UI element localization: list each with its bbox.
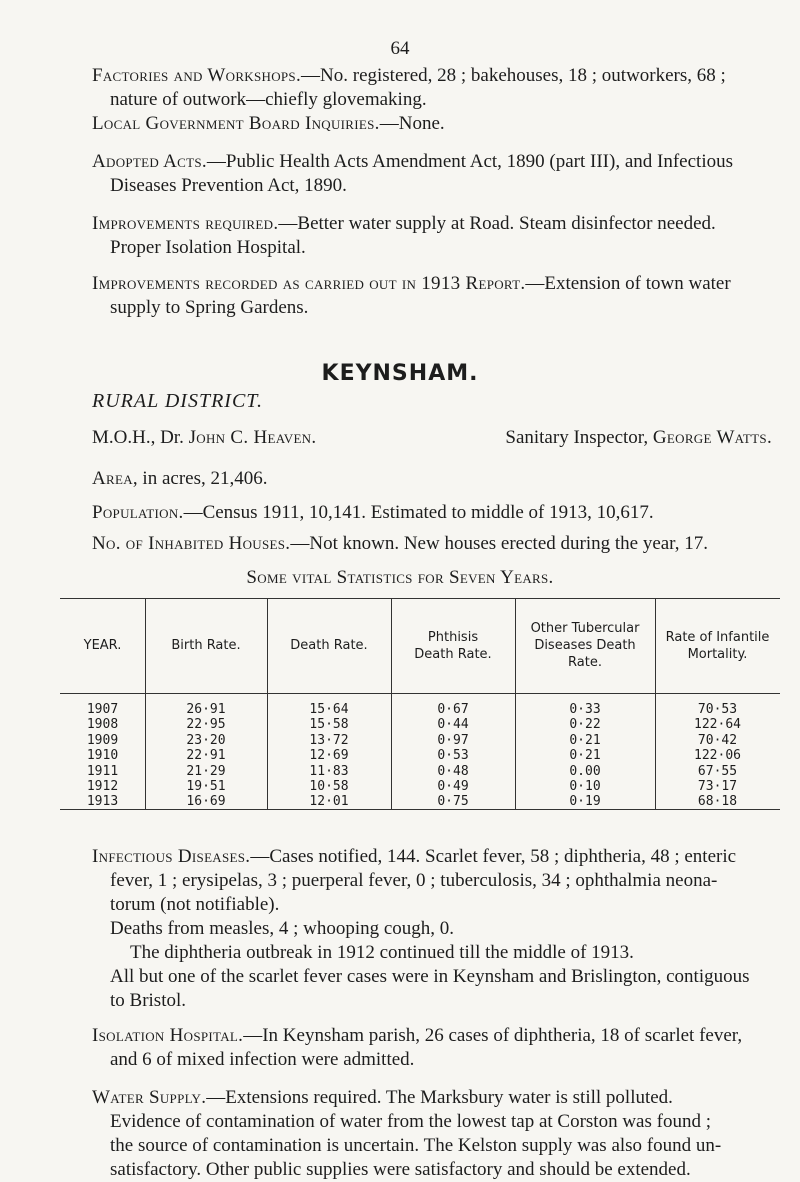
table-cell: 11·83 — [309, 763, 349, 779]
isolation-text: —In Keynsham parish, 26 cases of diphtheria, 18 of scarlet fever, — [243, 1025, 743, 1046]
infectious-cont: fever, 1 ; erysipelas, 3 ; puerperal fever, 0 ; tuberculosis, 34 ; ophthalmia neona- — [110, 870, 718, 891]
table-cell: 73·17 — [697, 778, 738, 794]
table-cell: 0.00 — [569, 763, 601, 779]
table-cell: 1913 — [86, 794, 119, 810]
table-cell: 0·22 — [569, 717, 601, 733]
houses-label: No. of Inhabited Houses. — [92, 533, 291, 554]
district-subheading: RURAL DISTRICT. — [92, 390, 263, 412]
factories-paragraph — [92, 64, 772, 112]
improvements-recorded-paragraph — [92, 272, 772, 320]
table-cell: 15·58 — [309, 717, 349, 733]
column-phthisis — [391, 702, 515, 810]
population-line — [92, 502, 654, 524]
infectious-deaths: Deaths from measles, 4 ; whooping cough, 0. — [110, 918, 455, 939]
improvements-required-paragraph — [92, 212, 772, 260]
table-cell: 22·95 — [186, 717, 226, 733]
header-infantile-mortality: Rate of Infantile Mortality. — [665, 629, 770, 662]
vital-statistics-table — [60, 598, 780, 808]
infectious-paragraph — [92, 845, 772, 1013]
table-cell: 68·18 — [697, 794, 738, 810]
table-cell: 0·19 — [569, 794, 601, 810]
column-other-tubercular — [515, 702, 655, 810]
lgb-paragraph — [92, 112, 772, 136]
adopted-acts-label: Adopted Acts. — [92, 151, 207, 172]
area-line — [92, 468, 267, 490]
improvements-recorded-cont: supply to Spring Gardens. — [110, 297, 309, 318]
factories-cont: nature of outwork—chiefly glovemaking. — [110, 89, 427, 110]
houses-line — [92, 533, 708, 555]
inspector-name: George Watts. — [652, 427, 772, 448]
table-cell: 0·21 — [569, 748, 601, 764]
district-heading: KEYNSHAM. — [321, 361, 479, 386]
table-cell: 0·33 — [569, 702, 601, 717]
isolation-paragraph — [92, 1024, 772, 1072]
table-cell: 1908 — [86, 717, 119, 733]
water-supply-label: Water Supply. — [92, 1087, 207, 1108]
improvements-required-text: —Better water supply at Road. Steam disinfector needed. — [278, 213, 716, 234]
table-cell: 0·21 — [569, 732, 601, 748]
table-cell: 1910 — [86, 748, 119, 764]
population-text: —Census 1911, 10,141. Estimated to middle of 1913, 10,617. — [183, 502, 654, 523]
infectious-outbreak: The diphtheria outbreak in 1912 continued till the middle of 1913. — [130, 942, 634, 963]
table-cell: 12·01 — [309, 794, 349, 810]
lgb-label: Local Government Board Inquiries. — [92, 113, 380, 134]
improvements-recorded-label: Improvements recorded as carried out in 1913 Report. — [92, 273, 526, 294]
table-header-rule — [60, 693, 780, 694]
water-supply-cont: satisfactory. Other public supplies were satisfactory and should be extended. — [110, 1159, 691, 1180]
table-cell: 0·48 — [437, 763, 469, 779]
header-phthisis: Phthisis Death Rate. — [414, 629, 492, 662]
table-cell: 70·42 — [697, 732, 738, 748]
infectious-label: Infectious Diseases. — [92, 846, 251, 867]
adopted-acts-text: —Public Health Acts Amendment Act, 1890 (part III), and Infectious — [206, 151, 733, 172]
table-cell: 67·55 — [697, 763, 738, 779]
moh-line — [92, 427, 316, 449]
water-supply-text: —Extensions required. The Marksbury water is still polluted. — [206, 1087, 673, 1108]
table-cell: 0·44 — [437, 717, 469, 733]
table-cell: 0·10 — [569, 778, 601, 794]
lgb-text: —None. — [379, 113, 445, 134]
moh-name: John C. Heaven. — [188, 427, 317, 448]
table-cell: 21·29 — [186, 763, 226, 779]
table-cell: 22·91 — [186, 748, 226, 764]
header-year: YEAR. — [83, 638, 122, 653]
column-year — [60, 702, 145, 810]
table-title: Some vital Statistics for Seven Years. — [246, 567, 554, 588]
table-cell: 70·53 — [697, 702, 738, 717]
header-death-rate: Death Rate. — [290, 638, 368, 653]
table-cell: 23·20 — [186, 732, 226, 748]
area-text: , in acres, 21,406. — [132, 468, 268, 489]
adopted-acts-cont: Diseases Prevention Act, 1890. — [110, 175, 347, 196]
column-birth-rate — [145, 702, 267, 810]
table-cell: 1912 — [86, 778, 119, 794]
water-supply-cont: the source of contamination is uncertain. The Kelston supply was also found un- — [110, 1135, 722, 1156]
houses-text: —Not known. New houses erected during the year, 17. — [290, 533, 709, 554]
table-cell: 1909 — [86, 732, 119, 748]
factories-text: —No. registered, 28 ; bakehouses, 18 ; outworkers, 68 ; — [301, 65, 726, 86]
improvements-recorded-text: —Extension of town water — [525, 273, 731, 294]
table-cell: 0·53 — [437, 748, 469, 764]
table-cell: 0·97 — [437, 732, 469, 748]
moh-label: M.O.H., Dr. — [92, 427, 189, 448]
header-other-tubercular: Other Tubercular Diseases Death Rate. — [530, 621, 640, 670]
table-cell: 0·75 — [437, 794, 469, 810]
page-number: 64 — [390, 38, 410, 59]
isolation-cont: and 6 of mixed infection were admitted. — [110, 1049, 415, 1070]
column-death-rate — [267, 702, 391, 810]
table-cell: 122·06 — [694, 748, 741, 764]
area-label: Area — [92, 468, 133, 489]
improvements-required-label: Improvements required. — [92, 213, 279, 234]
water-supply-cont: Evidence of contamination of water from the lowest tap at Corston was found ; — [110, 1111, 711, 1132]
infectious-outbreak: to Bristol. — [110, 990, 187, 1011]
improvements-required-cont: Proper Isolation Hospital. — [110, 237, 306, 258]
population-label: Population. — [92, 502, 184, 523]
table-cell: 19·51 — [186, 778, 226, 794]
infectious-outbreak: All but one of the scarlet fever cases were in Keynsham and Brislington, contiguous — [110, 966, 750, 987]
inspector-label: Sanitary Inspector, — [505, 427, 653, 448]
table-cell: 0·67 — [437, 702, 469, 717]
water-supply-paragraph — [92, 1086, 772, 1182]
table-cell: 1911 — [86, 763, 119, 779]
factories-label: Factories and Workshops. — [92, 65, 302, 86]
table-cell: 16·69 — [186, 794, 226, 810]
table-cell: 0·49 — [437, 778, 469, 794]
table-cell: 15·64 — [309, 702, 349, 717]
adopted-acts-paragraph — [92, 150, 772, 198]
table-cell: 12·69 — [309, 748, 349, 764]
infectious-cont: torum (not notifiable). — [110, 894, 280, 915]
column-infantile-mortality — [655, 702, 780, 810]
inspector-line — [505, 427, 772, 449]
infectious-text: —Cases notified, 144. Scarlet fever, 58 ; diphtheria, 48 ; enteric — [250, 846, 737, 867]
table-cell: 122·64 — [694, 717, 741, 733]
table-cell: 1907 — [86, 702, 119, 717]
table-cell: 13·72 — [309, 732, 349, 748]
table-cell: 10·58 — [309, 778, 349, 794]
table-cell: 26·91 — [186, 702, 226, 717]
header-birth-rate: Birth Rate. — [171, 638, 241, 653]
isolation-label: Isolation Hospital. — [92, 1025, 244, 1046]
